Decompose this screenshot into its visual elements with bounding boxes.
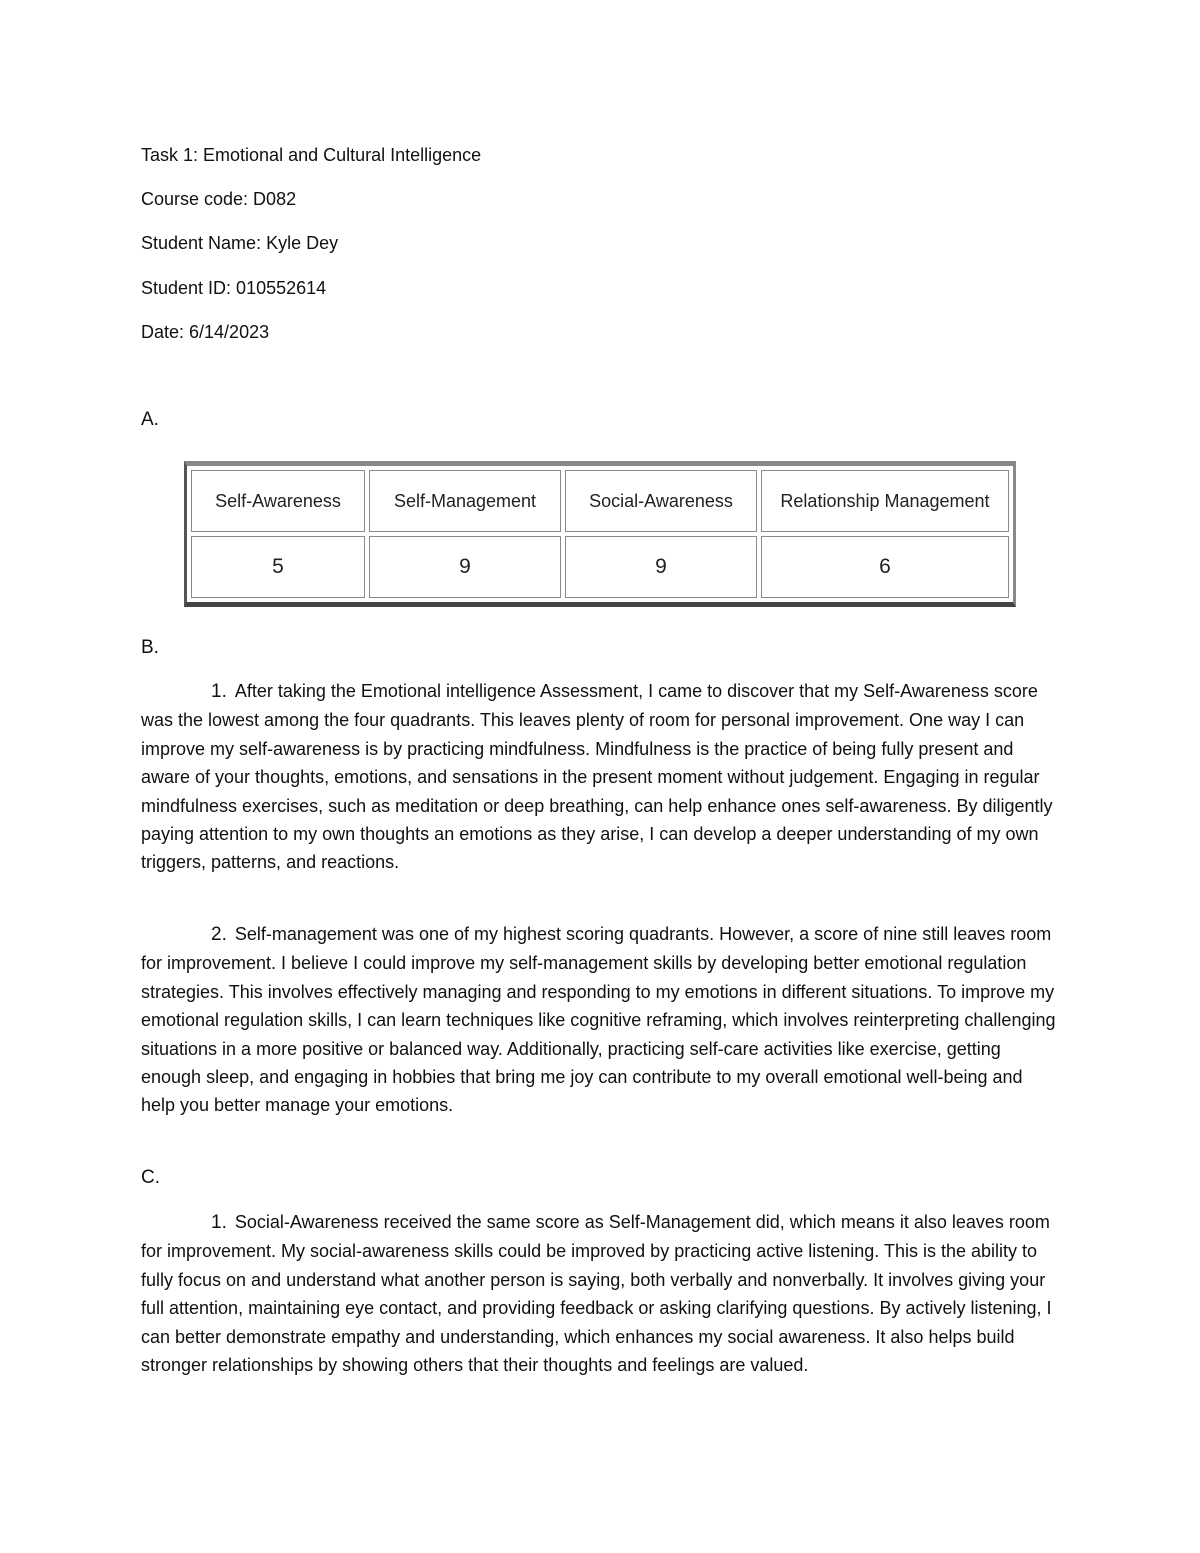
table-header-row: [191, 470, 1009, 532]
section-b-label: B.: [141, 637, 159, 658]
score-self-management: 9: [369, 536, 561, 598]
header-student-id: Student ID: 010552614: [141, 278, 327, 298]
paragraph-text: Self-management was one of my highest scoring quadrants. However, a score of nine still leaves room for improvement. I believe I could improve my self-management skills by developing better emotional regulation strategies. This involves effectively managing and responding to my emotions in different situations. To improve my emotional regulation skills, I can learn techniques like cognitive reframing, which involves reinterpreting challenging situations in a more positive or balanced way. Additionally, practicing self-care activities like exercise, getting enough sleep, and engaging in hobbies that bring me joy can contribute to my overall emotional well-being and help you better manage your emotions.: [141, 924, 1056, 1116]
score-relationship-management: 6: [761, 536, 1009, 598]
section-c-paragraph-1: [141, 1208, 1061, 1379]
header-relationship-management: Relationship Management: [761, 470, 1009, 532]
header-date: Date: 6/14/2023: [141, 322, 270, 342]
table-score-row: [191, 536, 1009, 598]
ei-score-table: [184, 461, 1016, 607]
paragraph-number: 2.: [211, 924, 227, 945]
paragraph-number: 1.: [211, 681, 227, 702]
paragraph-text: After taking the Emotional intelligence Assessment, I came to discover that my Self-Awareness score was the lowest among the four quadrants. This leaves plenty of room for personal improvement. One way I can improve my self-awareness is by practicing mindfulness. Mindfulness is the practice of being fully present and aware of your thoughts, emotions, and sensations in the present moment without judgement. Engaging in regular mindfulness exercises, such as meditation or deep breathing, can help enhance ones self-awareness. By diligently paying attention to my own thoughts an emotions as they arise, I can develop a deeper understanding of my own triggers, patterns, and reactions.: [141, 681, 1053, 873]
section-a-label: A.: [141, 409, 159, 430]
score-social-awareness: 9: [565, 536, 757, 598]
paragraph-text: Social-Awareness received the same score as Self-Management did, which means it also leaves room for improvement. My social-awareness skills could be improved by practicing active listening. This is the ability to fully focus on and understand what another person is saying, both verbally and nonverbally. It involves giving your full attention, maintaining eye contact, and providing feedback or asking clarifying questions. By actively listening, I can better demonstrate empathy and understanding, which enhances my social awareness. It also helps build stronger relationships by showing others that their thoughts and feelings are valued.: [141, 1212, 1052, 1376]
header-course: Course code: D082: [141, 189, 297, 209]
header-task: Task 1: Emotional and Cultural Intelligence: [141, 145, 482, 165]
paragraph-number: 1.: [211, 1212, 227, 1233]
section-b-paragraph-2: [141, 920, 1061, 1120]
header-social-awareness: Social-Awareness: [565, 470, 757, 532]
section-b-paragraph-1: [141, 677, 1061, 877]
header-self-management: Self-Management: [369, 470, 561, 532]
header-self-awareness: Self-Awareness: [191, 470, 365, 532]
section-c-label: C.: [141, 1167, 160, 1188]
header-student-name: Student Name: Kyle Dey: [141, 233, 339, 253]
score-self-awareness: 5: [191, 536, 365, 598]
